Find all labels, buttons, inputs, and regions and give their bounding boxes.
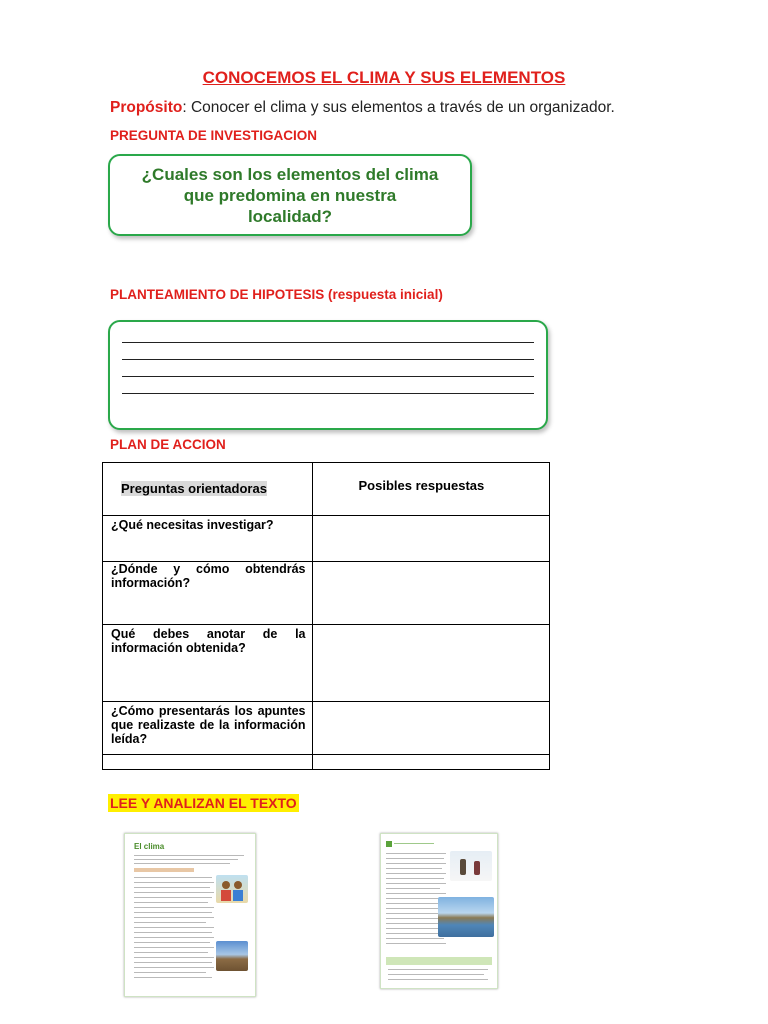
table-row (103, 755, 550, 770)
plan-heading: PLAN DE ACCION (110, 437, 226, 452)
answer-cell[interactable] (312, 562, 549, 625)
purpose-text: : Conocer el clima y sus elementos a través de un organizador. (182, 99, 615, 116)
col-header-questions: Preguntas orientadoras (121, 481, 267, 496)
research-heading: PREGUNTA DE INVESTIGACION (110, 128, 318, 143)
page-title: CONOCEMOS EL CLIMA Y SUS ELEMENTOS (202, 68, 566, 87)
purpose-label: Propósito (110, 99, 183, 116)
research-question-line-2: que predomina en nuestra (183, 186, 397, 205)
table-row (103, 516, 550, 562)
answer-line (122, 342, 534, 343)
research-question-line-3: localidad? (247, 207, 333, 226)
answer-line (122, 393, 534, 394)
textbook-page-thumbnail-1 (124, 833, 256, 997)
lake-landscape-photo (438, 897, 494, 937)
landscape-photo (216, 941, 248, 971)
question-text: ¿Qué necesitas investigar? (111, 518, 274, 532)
textbook-page-title: El clima (134, 842, 165, 851)
action-plan-table (102, 462, 550, 770)
question-cell (103, 516, 313, 562)
hikers-photo (450, 851, 492, 881)
question-cell (103, 755, 313, 770)
answer-cell[interactable] (312, 755, 549, 770)
purpose-line (110, 99, 615, 117)
answer-cell[interactable] (312, 516, 549, 562)
question-cell (103, 562, 313, 625)
hypothesis-heading: PLANTEAMIENTO DE HIPOTESIS (respuesta inicial) (110, 287, 443, 302)
question-text: ¿Cómo presentarás los apuntes que realizaste de la información leída? (111, 704, 306, 746)
hypothesis-answer-box[interactable] (108, 320, 548, 430)
header-cell-answers (312, 463, 549, 516)
answer-line (122, 359, 534, 360)
table-row (103, 702, 550, 755)
header-cell-questions (103, 463, 313, 516)
col-header-answers: Posibles respuestas (358, 478, 485, 493)
reading-heading: LEE Y ANALIZAN EL TEXTO (110, 795, 297, 811)
answer-line (122, 376, 534, 377)
question-text: Qué debes anotar de la información obtenida? (111, 627, 306, 655)
question-cell (103, 625, 313, 702)
answer-cell[interactable] (312, 702, 549, 755)
table-header-row (103, 463, 550, 516)
answer-cell[interactable] (312, 625, 549, 702)
textbook-page-thumbnail-2 (380, 833, 498, 989)
question-cell (103, 702, 313, 755)
table-row (103, 625, 550, 702)
research-question-box (108, 154, 472, 236)
research-question-line-1: ¿Cuales son los elementos del clima (141, 165, 439, 184)
table-row (103, 562, 550, 625)
question-text: ¿Dónde y cómo obtendrás información? (111, 562, 306, 590)
